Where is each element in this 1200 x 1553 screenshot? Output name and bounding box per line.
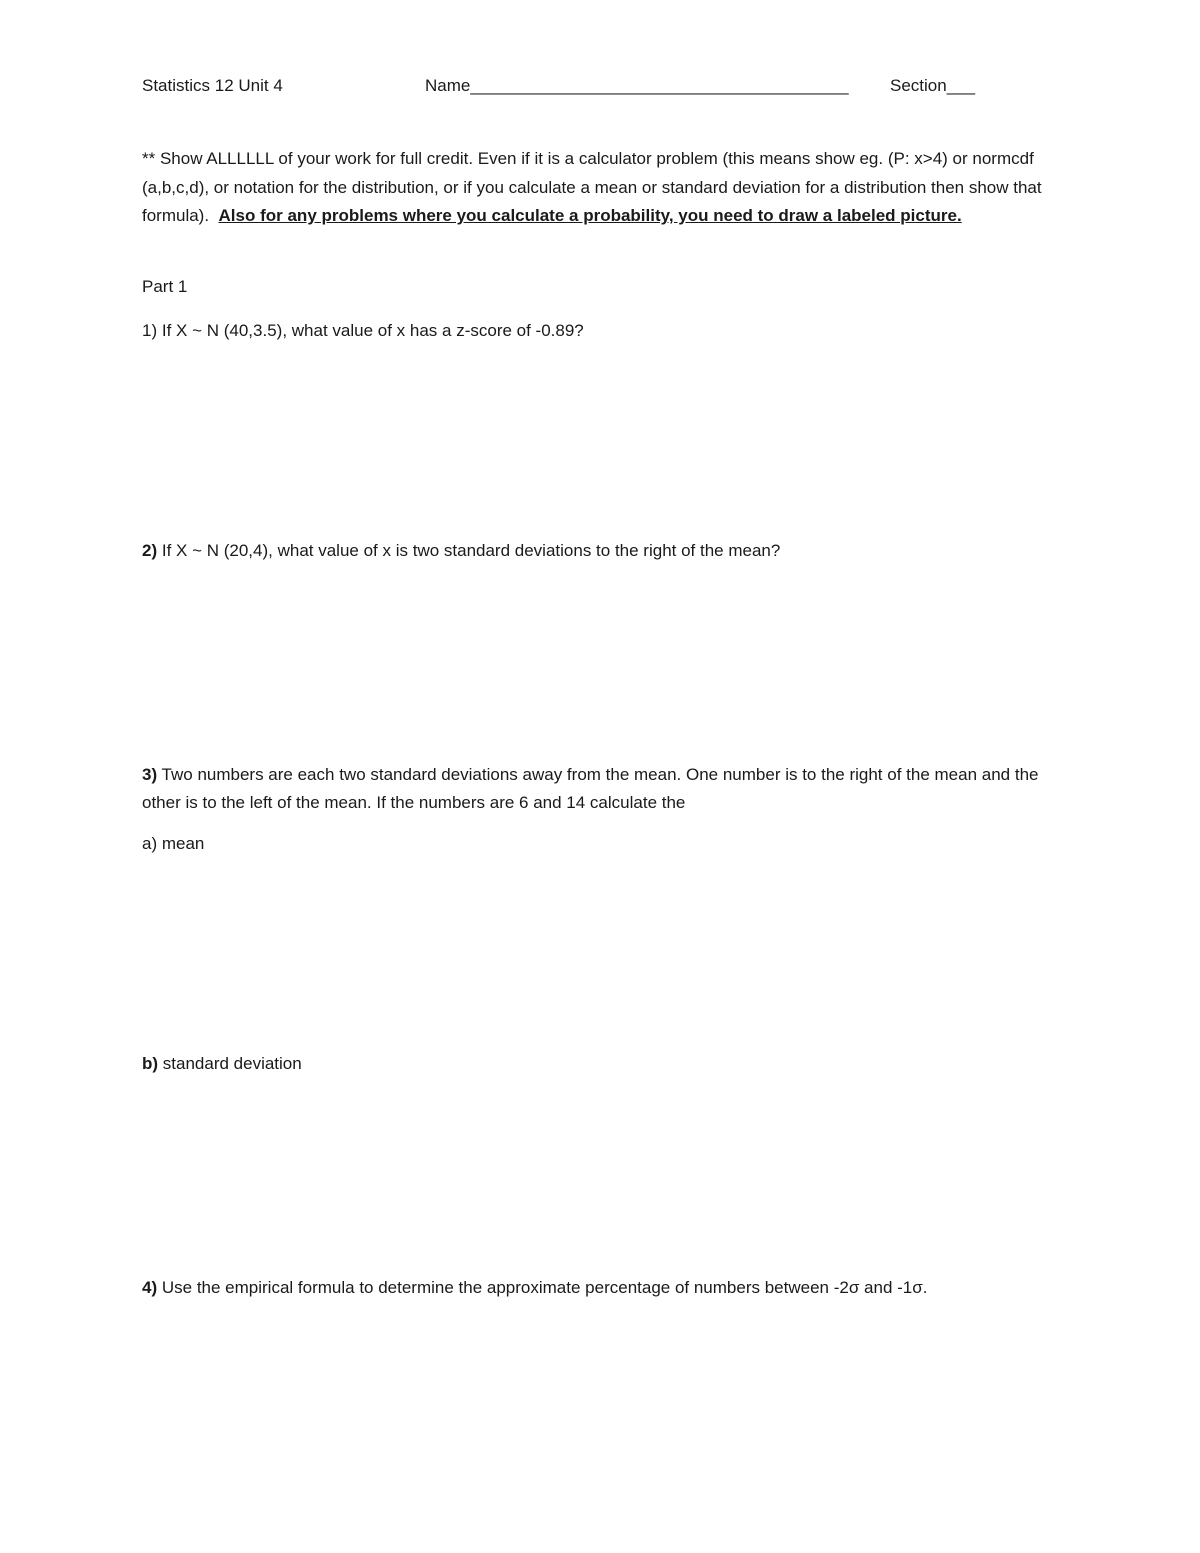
instructions bbox=[142, 145, 1062, 231]
question-text: Use the empirical formula to determine the approximate percentage of numbers between -2σ and -1σ. bbox=[161, 1278, 928, 1297]
instructions-emphasis: Also for any problems where you calculate a probability, you need to draw a labeled picture. bbox=[218, 206, 962, 225]
question-4 bbox=[142, 1274, 1062, 1302]
part-label: a) bbox=[142, 834, 158, 853]
question-number: 4) bbox=[142, 1278, 158, 1297]
part-title: Part 1 bbox=[142, 277, 188, 296]
question-text: If X ~ N (40,3.5), what value of x has a z-score of -0.89? bbox=[161, 321, 584, 340]
question-number: 3) bbox=[142, 765, 158, 784]
question-number: 1) bbox=[142, 321, 158, 340]
question-1 bbox=[142, 321, 584, 341]
question-3 bbox=[142, 761, 1062, 817]
question-text: Two numbers are each two standard deviations away from the mean. One number is to the right of the mean and the other is to the left of the mean. If the numbers are 6 and 14 calculate the bbox=[142, 765, 1039, 812]
part-text: mean bbox=[161, 834, 205, 853]
instructions-text: ** Show ALLLLLL of your work for full credit. Even if it is a calculator problem (this means show eg. (P: x>4) or normcdf (a,b,c,d), or notation for the distribution, or if you calculate a mean or standard deviation for a distribution then show that formula). bbox=[142, 149, 1042, 225]
question-3-part-a bbox=[142, 834, 204, 854]
question-text: If X ~ N (20,4), what value of x is two standard deviations to the right of the mean? bbox=[161, 541, 781, 560]
question-number: 2) bbox=[142, 541, 158, 560]
section-field-label: Section___ bbox=[890, 76, 976, 95]
question-2 bbox=[142, 541, 780, 561]
name-field-label: Name________________________________________ bbox=[425, 76, 849, 95]
course-title: Statistics 12 Unit 4 bbox=[142, 76, 283, 95]
question-3-part-b bbox=[142, 1054, 302, 1074]
part-text: standard deviation bbox=[162, 1054, 302, 1073]
part-label: b) bbox=[142, 1054, 159, 1073]
